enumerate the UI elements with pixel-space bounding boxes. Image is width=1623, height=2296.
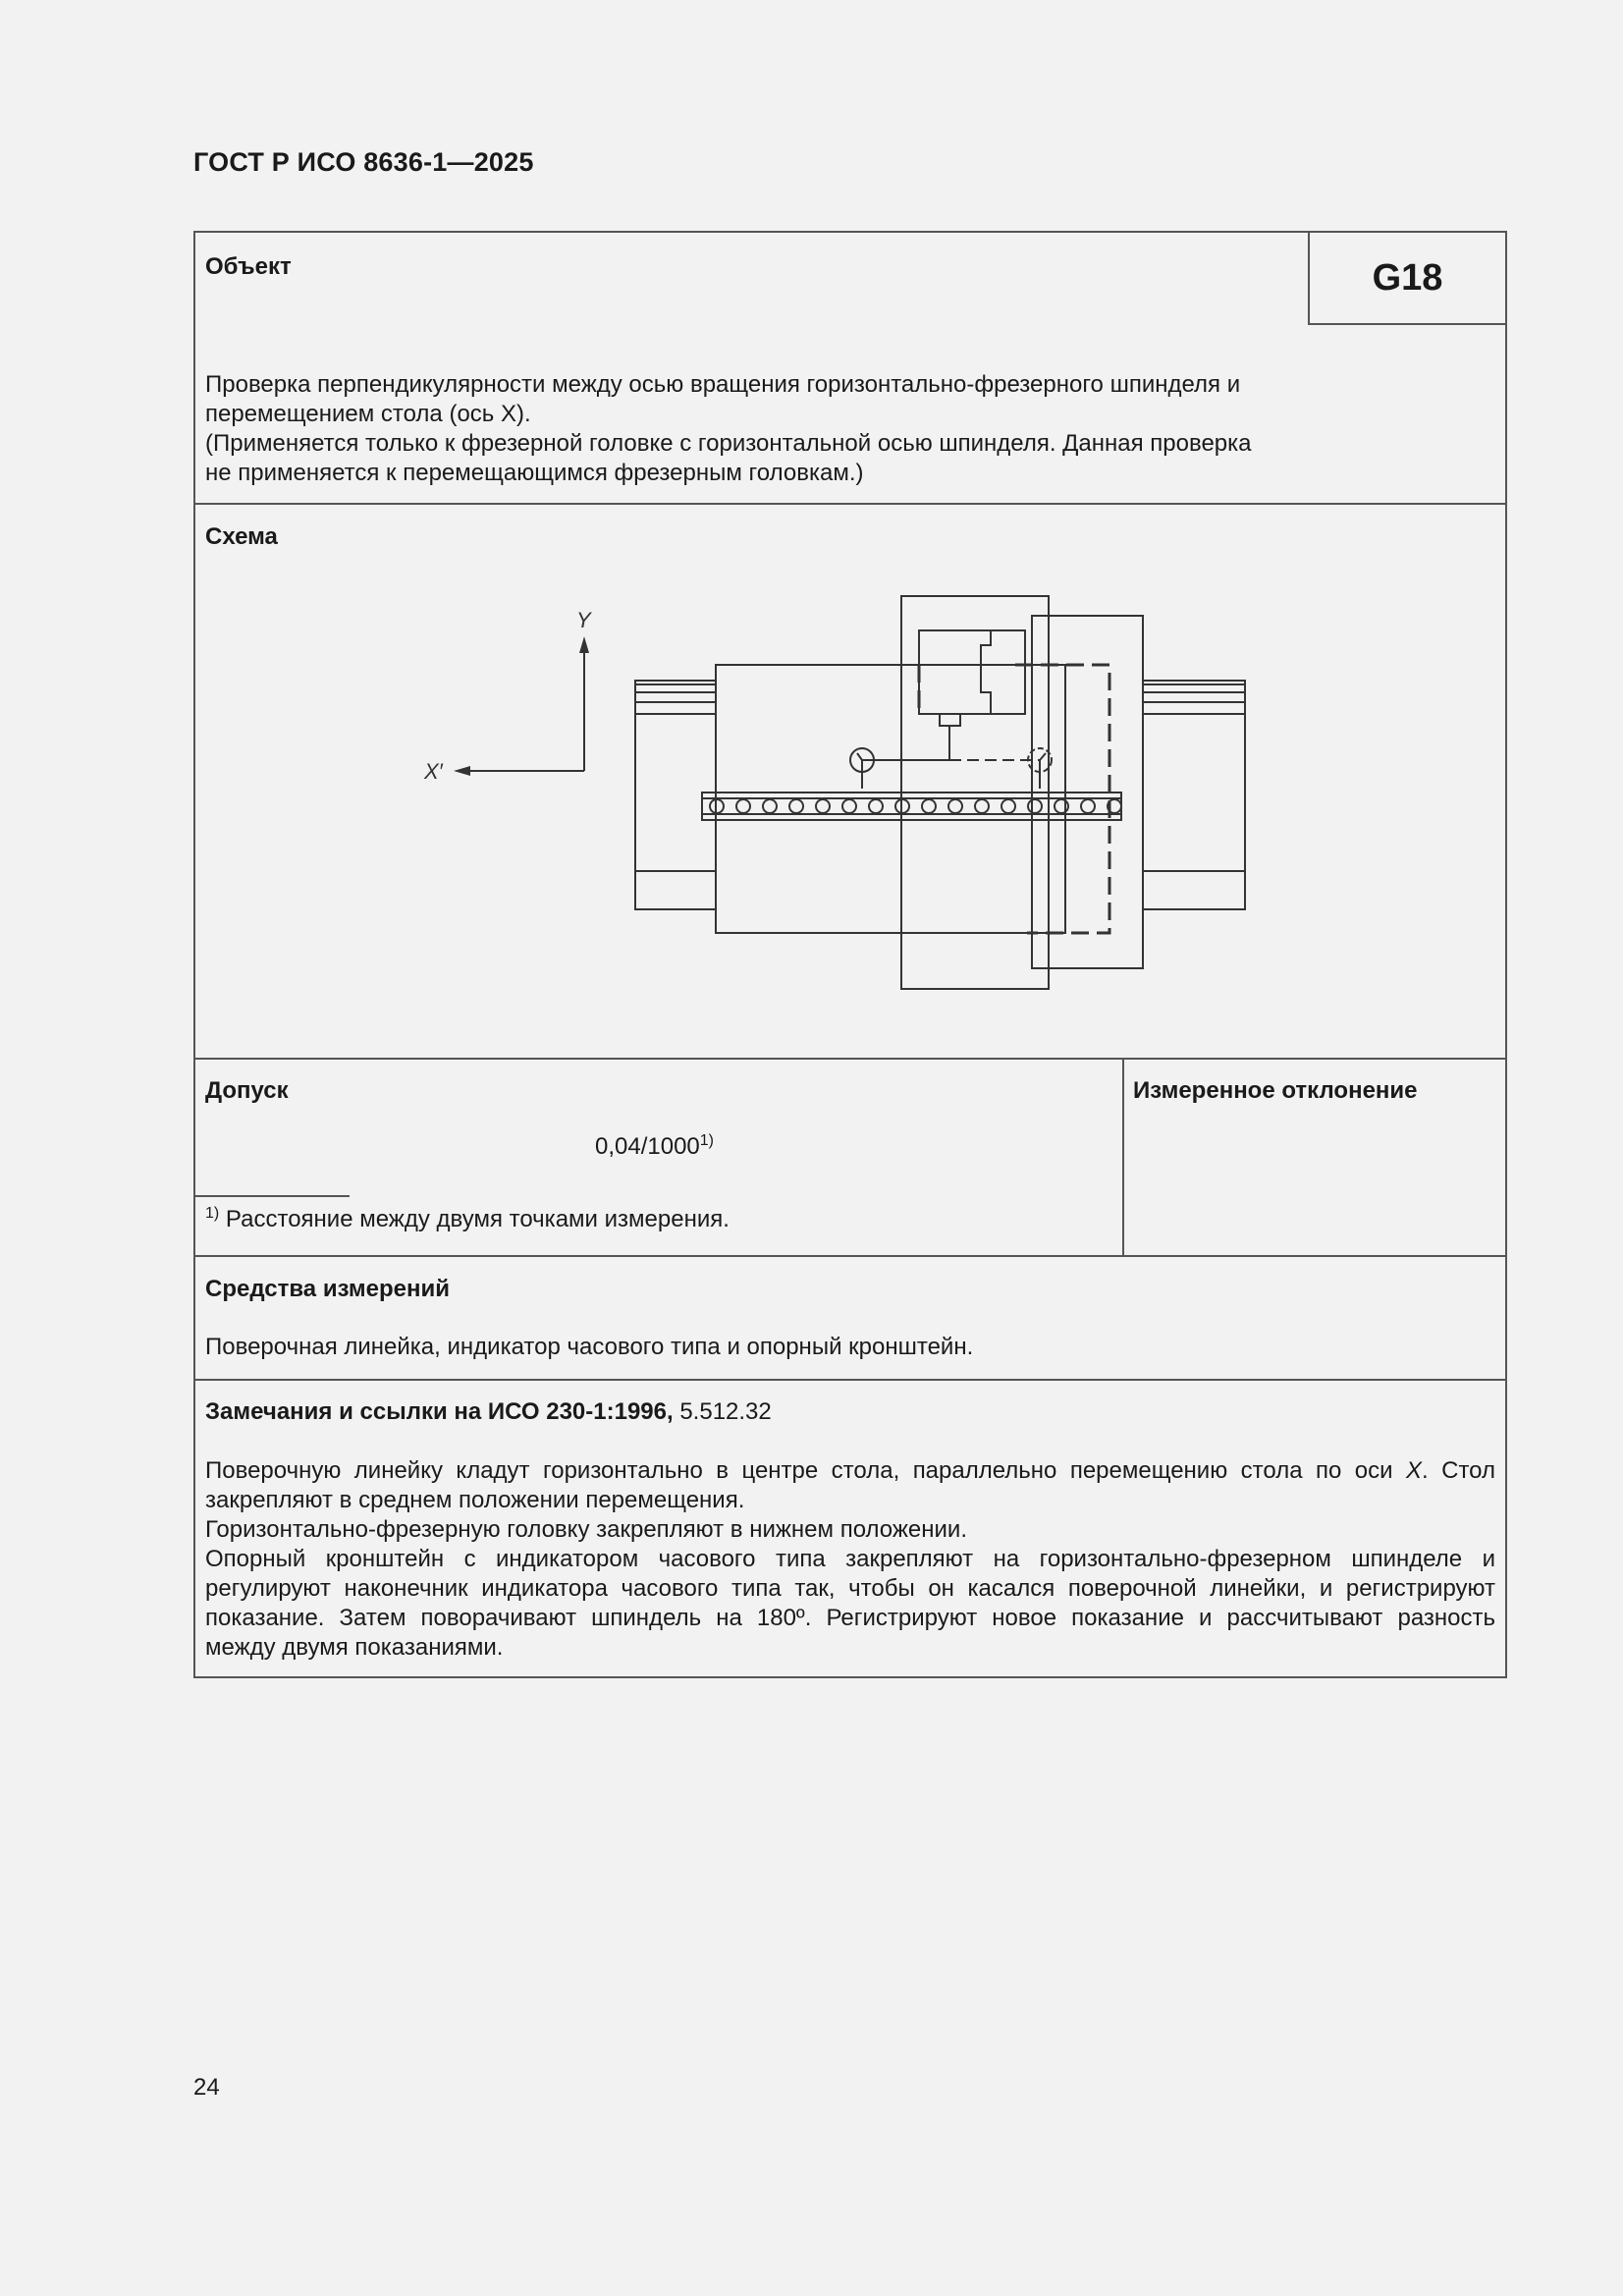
spindle-nose <box>940 714 960 726</box>
divider <box>195 1379 1505 1381</box>
object-line: не применяется к перемещающимся фрезерным головкам.) <box>205 460 864 486</box>
axis-x-arrow <box>454 766 470 776</box>
object-label: Объект <box>205 253 292 280</box>
object-line: Проверка перпендикулярности между осью вращения горизонтально-фрезерного шпинделя и <box>205 371 1241 398</box>
schema-label: Схема <box>205 523 278 550</box>
divider <box>195 1255 1505 1257</box>
tolerance-value-text: 0,04/1000 <box>595 1133 700 1160</box>
straightedge-holes <box>710 799 1121 813</box>
notes-line: Поверочную линейку кладут горизонтально в центре стола, параллельно перемещению стола по оси X. Стол <box>205 1457 1496 1484</box>
test-sheet <box>193 231 1507 1678</box>
footnote-ref: 1) <box>205 1205 220 1222</box>
tolerance-value <box>595 1132 714 1162</box>
notes-line: Горизонтально-фрезерную головку закрепляют в нижнем положении. <box>205 1516 968 1543</box>
notes-line: показание. Затем поворачивают шпиндель на 180º. Регистрируют новое показание и рассчитывают разность <box>205 1605 1495 1631</box>
divider <box>195 1058 1505 1060</box>
axis-y-arrow <box>579 636 589 653</box>
axis-x-label: X′ <box>424 759 443 784</box>
measured-deviation-label: Измеренное отклонение <box>1133 1077 1418 1104</box>
notes-line: Опорный кронштейн с индикатором часового типа закрепляют на горизонтально-фрезерном шпинделе и <box>205 1546 1495 1572</box>
notes-heading <box>205 1397 772 1427</box>
notes-text <box>205 1456 1495 1663</box>
notes-line: регулируют наконечник индикатора часового типа так, чтобы он касался поверочной линейки, и регистрируют <box>205 1575 1495 1602</box>
tolerance-note-ref: 1) <box>699 1132 715 1149</box>
object-line: (Применяется только к фрезерной головке с горизонтальной осью шпинделя. Данная проверка <box>205 430 1252 457</box>
object-line: перемещением стола (ось X). <box>205 401 531 427</box>
page-number: 24 <box>193 2074 220 2101</box>
test-id: G18 <box>1372 256 1443 299</box>
tolerance-label: Допуск <box>205 1077 289 1104</box>
document-header: ГОСТ Р ИСО 8636-1—2025 <box>193 147 534 177</box>
notes-line: закрепляют в среднем положении перемещения. <box>205 1487 745 1513</box>
axis-y-label: Y <box>576 608 591 632</box>
notes-label: Замечания и ссылки на ИСО 230-1:1996, <box>205 1398 674 1425</box>
tolerance-footnote <box>205 1205 730 1234</box>
notes-ref: 5.512.32 <box>679 1398 772 1425</box>
spindle-head <box>919 630 1025 714</box>
spindle-profile <box>981 630 991 714</box>
axis-letter: X <box>1406 1457 1423 1484</box>
instruments-text: Поверочная линейка, индикатор часового типа и опорный кронштейн. <box>205 1334 974 1360</box>
instruments-label: Средства измерений <box>205 1276 451 1302</box>
notes-line: между двумя показаниями. <box>205 1634 504 1661</box>
footnote-text: Расстояние между двумя точками измерения. <box>225 1206 730 1232</box>
straightedge <box>702 793 1121 820</box>
footnote-rule <box>195 1195 350 1197</box>
column-divider <box>1122 1058 1124 1255</box>
